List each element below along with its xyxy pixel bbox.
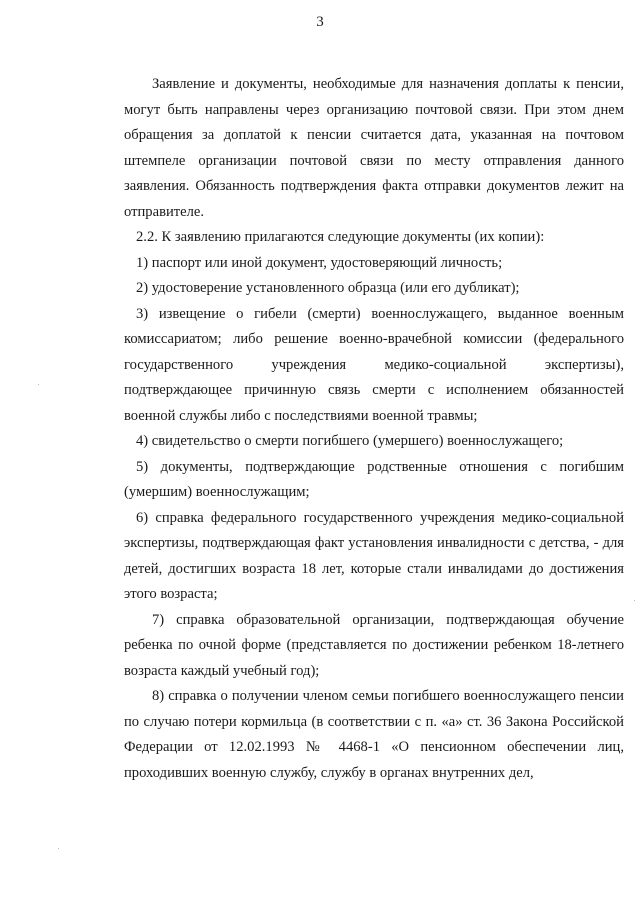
list-item-8: 8) справка о получении членом семьи погибшего военнослужащего пенсии по случаю потери кормильца (в соответствии с п. «а» ст. 36 Закона Российской Федерации от 12.02.1993 № 4468-1 «О пенсионном обеспечении лиц, проходивших военную службу, службу в органах внутренних дел, bbox=[124, 688, 624, 781]
list-item-7: 7) справка образовательной организации, подтверждающая обучение ребенка по очной форме (представляется по достижении ребенком 18-летнего возраста каждый учебный год); bbox=[124, 611, 624, 679]
page-number: 3 bbox=[316, 14, 324, 30]
scan-speck bbox=[634, 600, 635, 601]
list-item-1: 1) паспорт или иной документ, удостоверяющий личность; bbox=[136, 254, 503, 271]
scan-speck bbox=[58, 848, 59, 849]
list-item-5: 5) документы, подтверждающие родственные отношения с погибшим (умершим) военнослужащим; bbox=[124, 458, 624, 500]
document-body bbox=[124, 72, 624, 786]
list-item-3: 3) извещение о гибели (смерти) военнослужащего, выданное военным комиссариатом; либо решение военно-врачебной комиссии (федерального государственного учреждения медико-социальной экспертизы), подтверждающее причинную связь смерти с исполнением обязанностей военной службы либо с последствиями военной травмы; bbox=[124, 305, 624, 424]
paragraph-section-2-2: 2.2. К заявлению прилагаются следующие документы (их копии): bbox=[136, 229, 545, 245]
scan-speck bbox=[38, 384, 39, 385]
list-item-6: 6) справка федерального государственного учреждения медико-социальной экспертизы, подтверждающая факт установления инвалидности с детства, - для детей, достигших возраста 18 лет, которые стали инвалидами до достижения этого возраста; bbox=[124, 509, 624, 602]
paragraph-postal-submission: Заявление и документы, необходимые для назначения доплаты к пенсии, могут быть направлены через организацию почтовой связи. При этом днем обращения за доплатой к пенсии считается дата, указанная на почтовом штемпеле организации почтовой связи по месту отправления данного заявления. Обязанность подтверждения факта отправки документов лежит на отправителе. bbox=[124, 76, 624, 220]
list-item-4: 4) свидетельство о смерти погибшего (умершего) военнослужащего; bbox=[136, 433, 564, 449]
list-item-2: 2) удостоверение установленного образца (или его дубликат); bbox=[136, 280, 520, 296]
